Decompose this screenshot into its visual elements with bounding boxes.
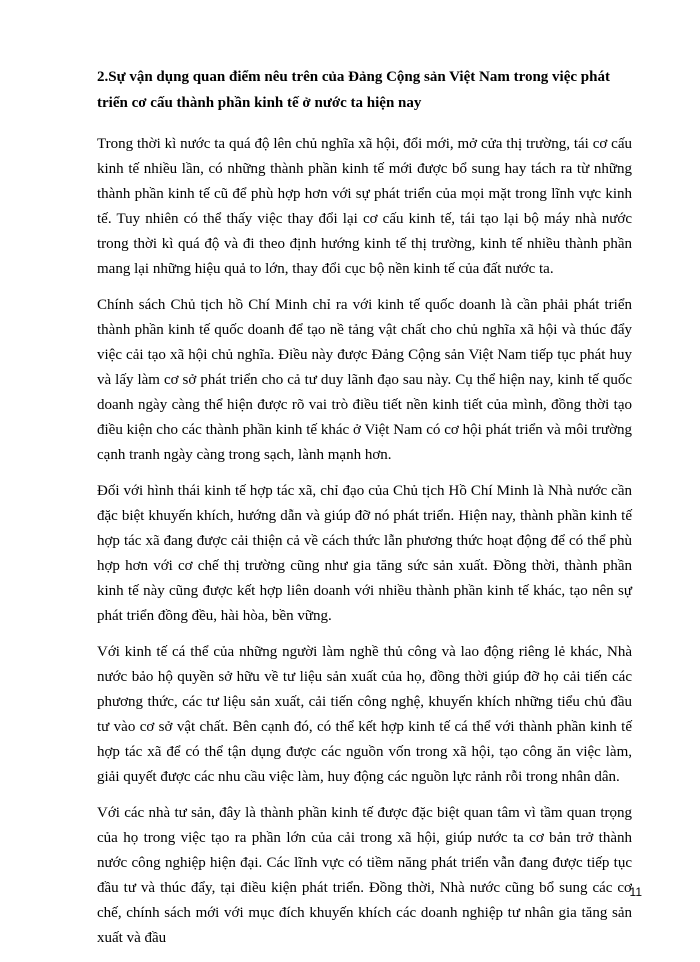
page-number: 11	[629, 885, 642, 899]
page-content	[97, 64, 632, 962]
section-heading: 2.Sự vận dụng quan điểm nêu trên của Đảng Cộng sản Việt Nam trong việc phát triển cơ cấu thành phần kinh tế ở nước ta hiện nay	[97, 69, 610, 111]
paragraph-5: Với các nhà tư sản, đây là thành phần kinh tế được đặc biệt quan tâm vì tầm quan trọng của họ trong việc tạo ra phần lớn của cải trong xã hội, giúp nước ta cơ bản trở thành nước công nghiệp hiện đại. Các lĩnh vực có tiềm năng phát triển vẫn đang được tiếp tục đầu tư và thúc đẩy, tại điều kiện phát triển. Đồng thời, Nhà nước cũng bổ sung các cơ chế, chính sách mới với mục đích khuyến khích các doanh nghiệp tư nhân gia tăng sản xuất và đầu	[97, 805, 632, 946]
paragraph-4: Với kinh tế cá thể của những người làm nghề thủ công và lao động riêng lẻ khác, Nhà nước bảo hộ quyền sở hữu về tư liệu sản xuất của họ, đồng thời giúp đỡ họ cải tiến các phương thức, các tư liệu sản xuất, cải tiến công nghệ, khuyến khích những tiểu chủ đầu tư vào cơ sở vật chất. Bên cạnh đó, có thể kết hợp kinh tế cá thể với thành phần kinh tế hợp tác xã để có thể tận dụng được các nguồn vốn trong xã hội, tạo công ăn việc làm, giải quyết được các nhu cầu việc làm, huy động các nguồn lực rảnh rỗi trong nhân dân.	[97, 644, 632, 785]
paragraph-3: Đối với hình thái kinh tế hợp tác xã, chỉ đạo của Chủ tịch Hồ Chí Minh là Nhà nước cần đặc biệt khuyến khích, hướng dẫn và giúp đỡ nó phát triển. Hiện nay, thành phần kinh tế hợp tác xã đang được cải thiện cả về cách thức lẫn phương thức hoạt động để có thể phù hợp hơn với cơ chế thị trường cũng như gia tăng sức sản xuất. Đồng thời, thành phần kinh tế này cũng được kết hợp liên doanh với nhiều thành phần kinh tế khác, tạo nên sự phát triển đồng đều, hài hòa, bền vững.	[97, 483, 632, 624]
paragraph-1: Trong thời kì nước ta quá độ lên chủ nghĩa xã hội, đổi mới, mở cửa thị trường, tái cơ cấu kinh tế nhiều lần, có những thành phần kinh tế mới được bổ sung hay tách ra từ những thành phần kinh tế cũ để phù hợp hơn với sự phát triển của mọi mặt trong lĩnh vực kinh tế. Tuy nhiên có thể thấy việc thay đổi lại cơ cấu kinh tế, tái tạo lại bộ máy nhà nước trong thời kì quá độ và đi theo định hướng kinh tế thị trường, kinh tế nhiều thành phần mang lại những hiệu quả to lớn, thay đổi cục bộ nền kinh tế của đất nước ta.	[97, 136, 632, 277]
paragraph-2: Chính sách Chủ tịch hồ Chí Minh chỉ ra với kinh tế quốc doanh là cần phải phát triển thành phần kinh tế quốc doanh để tạo nề tảng vật chất cho chủ nghĩa xã hội và thúc đẩy việc cải tạo xã hội chủ nghĩa. Điều này được Đảng Cộng sản Việt Nam tiếp tục phát huy và lấy làm cơ sở phát triển cho cả tư duy lãnh đạo sau này. Cụ thể hiện nay, kinh tế quốc doanh ngày càng thể hiện được rõ vai trò điều tiết nền kinh tiết của mình, đồng thời tạo điều kiện cho các thành phần kinh tế khác ở Việt Nam có cơ hội phát triển và môi trường cạnh tranh ngày càng trong sạch, lành mạnh hơn.	[97, 297, 632, 463]
